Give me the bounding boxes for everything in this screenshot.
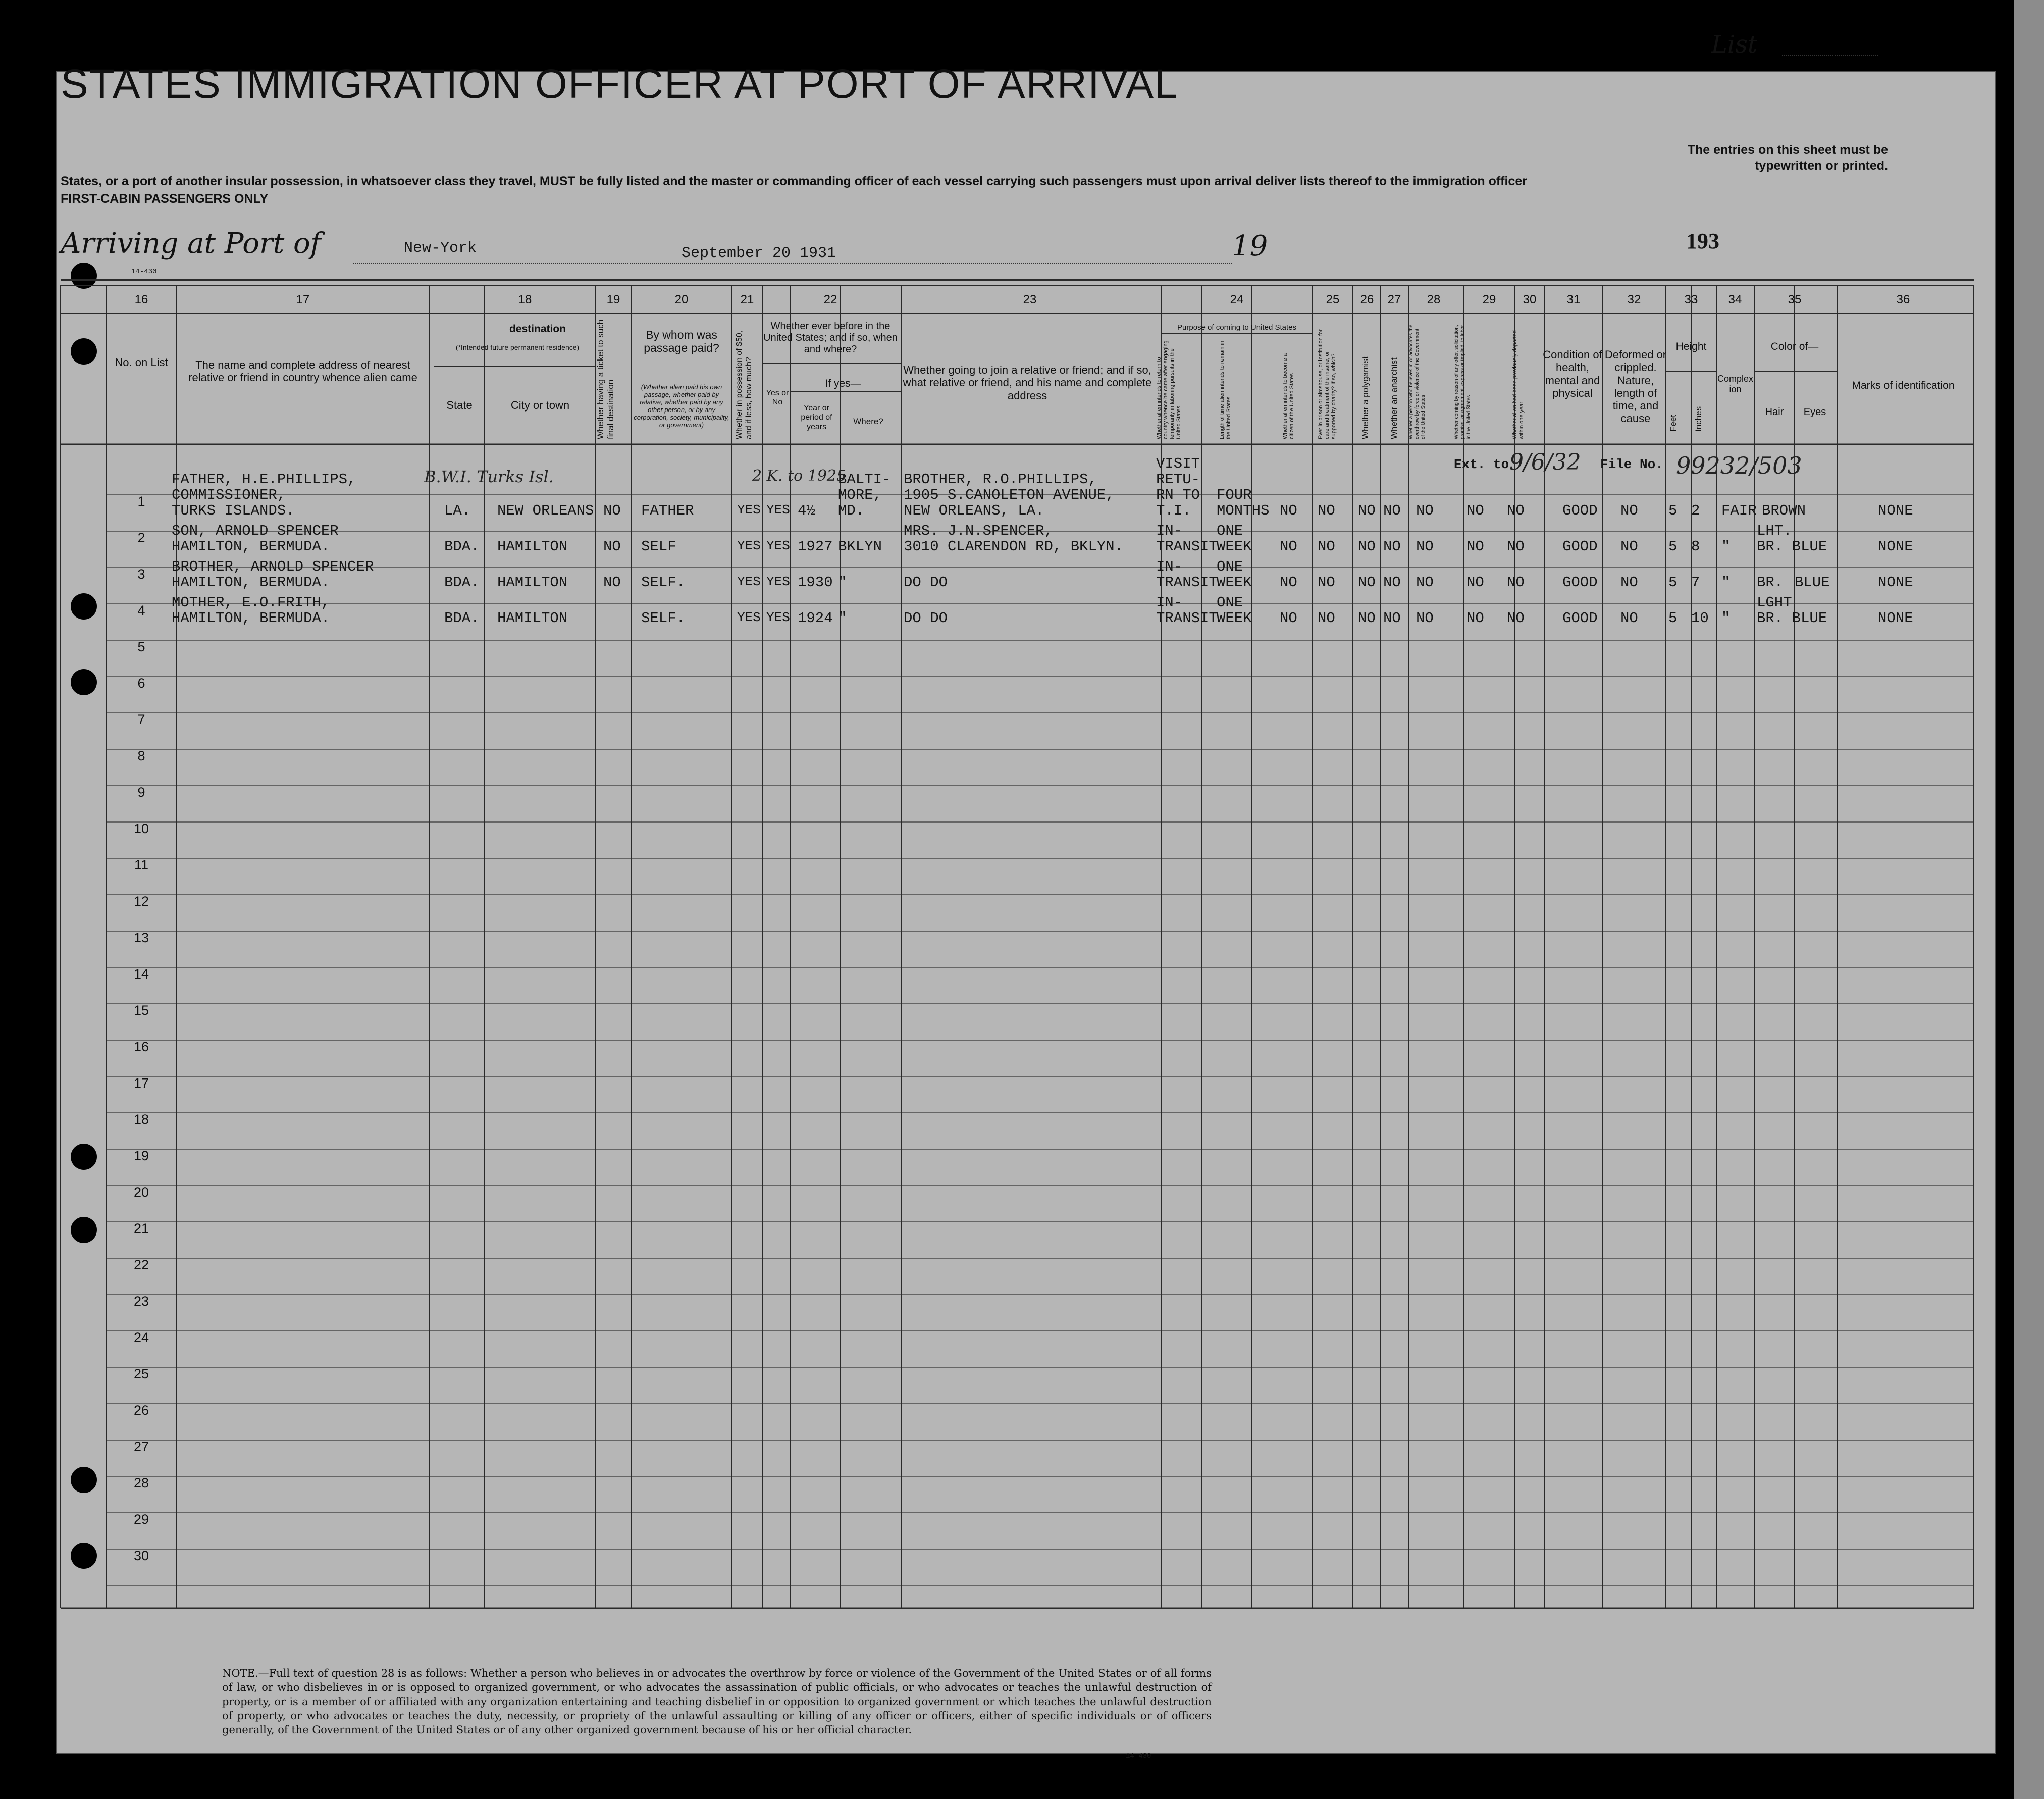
polygamist-value: NO <box>1358 538 1376 555</box>
relative-address: HAMILTON, BERMUDA. <box>172 538 330 555</box>
row-number: 8 <box>137 748 145 763</box>
dest-city: HAMILTON <box>497 574 568 591</box>
citizen-value: NO <box>1280 538 1297 555</box>
port-value: New-York <box>404 240 477 257</box>
deformed-value: NO <box>1620 538 1638 555</box>
form-title: STATES IMMIGRATION OFFICER AT PORT OF ARRIVAL <box>61 61 1179 107</box>
row-number: 25 <box>133 1366 149 1381</box>
row-number: 6 <box>137 676 145 691</box>
dest-city: HAMILTON <box>497 538 568 555</box>
date-value: September 20 1931 <box>682 245 836 262</box>
typewritten-notice: The entries on this sheet must be typewritten or printed. <box>1687 143 1888 173</box>
column-number: 35 <box>1788 293 1802 306</box>
row-number: 18 <box>133 1112 149 1127</box>
row-number: 20 <box>133 1185 149 1200</box>
header-destination: destination <box>509 323 566 335</box>
header-destination-note: (*Intended future permanent residence) <box>455 343 580 351</box>
overthrow-value: NO <box>1416 610 1434 627</box>
feet-value: 5 <box>1668 574 1678 591</box>
hair-value: BR. <box>1757 574 1784 591</box>
citizen-value: NO <box>1280 574 1297 591</box>
deported-value: NO <box>1507 574 1525 591</box>
prison-value: NO <box>1318 538 1335 555</box>
purpose-value: IN- <box>1156 594 1183 611</box>
money-value: YES <box>737 502 761 518</box>
row-number: 27 <box>133 1439 149 1454</box>
anarchist-value: NO <box>1383 610 1401 627</box>
citizen-value: NO <box>1280 610 1297 627</box>
row-number: 4 <box>137 603 145 618</box>
row-number: 1 <box>137 494 145 509</box>
inches-value: 8 <box>1691 538 1700 555</box>
paid-by-value: SELF. <box>641 610 686 627</box>
header-feet: Feet <box>1668 414 1678 432</box>
header-complexion: Complexion <box>1717 374 1754 394</box>
header-deported: Whether alien had been previously deported within one year <box>1512 330 1525 439</box>
purpose-value: VISIT <box>1156 455 1200 472</box>
paid-by-value: SELF. <box>641 574 686 591</box>
header-city: City or town <box>510 399 570 412</box>
row-number: 12 <box>133 894 149 909</box>
column-number: 22 <box>823 293 837 306</box>
row-number: 9 <box>137 785 145 800</box>
header-hair: Hair <box>1765 406 1784 418</box>
overthrow-value: NO <box>1416 502 1434 519</box>
length-value: WEEK <box>1217 574 1252 591</box>
purpose-value: TRANSIT <box>1156 610 1218 627</box>
header-before: Whether ever before in the United States; and if so, when and where? <box>763 321 898 355</box>
row-number: 10 <box>133 821 149 836</box>
ticket-value: NO <box>603 502 621 519</box>
header-join: Whether going to join a relative or friend; and if so, what relative or friend, and his name and complete address <box>903 364 1152 402</box>
header-ticket: Whether having a ticket to such final destination <box>596 319 615 439</box>
ticket-value: NO <box>603 574 621 591</box>
header-marks: Marks of identification <box>1852 380 1955 391</box>
where-value: BALTI- <box>838 471 891 488</box>
row-number: 21 <box>133 1221 149 1236</box>
purpose-value: RN TO <box>1156 487 1200 503</box>
anarchist-value: NO <box>1383 574 1401 591</box>
complexion-value: " <box>1721 538 1731 555</box>
relative-address: MOTHER, E.O.FRITH, <box>172 594 330 611</box>
join-value: DO DO <box>904 574 948 591</box>
header-inches: Inches <box>1694 406 1703 432</box>
purpose-value: IN- <box>1156 523 1183 539</box>
row-number: 5 <box>137 639 145 654</box>
join-value: DO DO <box>904 610 948 627</box>
deported-value: NO <box>1507 502 1525 519</box>
hair-eyes-value: BR. BLUE <box>1757 538 1827 555</box>
header-money: Whether in possession of $50, and if less, how much? <box>735 330 753 439</box>
column-number: 17 <box>296 293 310 306</box>
purpose-value: T.I. <box>1156 502 1191 519</box>
list-label: List <box>1711 30 1758 59</box>
complexion-value: " <box>1721 574 1731 591</box>
footnote-question-28 <box>222 1666 1212 1737</box>
row-number: 11 <box>134 857 149 872</box>
row-number: 3 <box>137 567 145 582</box>
length-value: FOUR <box>1217 487 1252 503</box>
offer-value: NO <box>1466 574 1484 591</box>
column-number: 21 <box>740 293 754 306</box>
header-purpose-return: Whether alien intends to return to country whence he came after engaging temporarily in laboring pursuits in the United States <box>1156 340 1182 439</box>
health-value: GOOD <box>1562 502 1598 519</box>
deformed-value: NO <box>1620 610 1638 627</box>
relative-address: BROTHER, ARNOLD SPENCER <box>172 558 374 575</box>
instruction-line: States, or a port of another insular possession, in whatsoever class they travel, MUST be fully listed and the master or commanding officer of each vessel carrying such passengers must upon arrival deliver lists thereof to the immigration officer <box>61 174 1527 188</box>
marks-value: NONE <box>1878 574 1913 591</box>
column-number: 27 <box>1387 293 1401 306</box>
column-number: 33 <box>1684 293 1698 306</box>
dest-city: NEW ORLEANS <box>497 502 594 519</box>
ticket-value: NO <box>603 538 621 555</box>
length-value: ONE <box>1217 594 1243 611</box>
footnote-text: NOTE.—Full text of question 28 is as follows: Whether a person who believes in or advocates the overthrow by force or violence of the Government of the United States or of all forms of law, or who disbelieves in or is opposed to organized government, or who advocates the assassination of public officials, or who advocates or teaches the unlawful destruction of property, or is a member of or affiliated with any organization entertaining and teaching disbelief in or opposition to organized government or which teaches the unlawful destruction of property, or who advocates or teaches the duty, necessity, or propriety of the unlawful assaulting or killing of any officer or officers, either of specific individuals or of officers generally, of the Government of the United States or of any other organized government because of his or her official character. <box>222 1667 1212 1736</box>
years-value: 1927 <box>798 538 833 555</box>
inches-value: 10 <box>1691 610 1709 627</box>
purpose-value: IN- <box>1156 558 1183 575</box>
header-relative: The name and complete address of nearest relative or friend in country whence alien came <box>188 358 417 384</box>
header-offer: Whether coming by reason of any offer, solicitation, promise, or agreement, express or implied, to labor in the United States <box>1454 325 1472 439</box>
file-number: 99232/503 <box>1676 452 1802 479</box>
deformed-value: NO <box>1620 574 1638 591</box>
where-value: " <box>838 610 847 627</box>
length-value: ONE <box>1217 523 1243 539</box>
year-printed: 193 <box>1686 229 1719 253</box>
join-value: BROTHER, R.O.PHILLIPS, <box>904 471 1097 488</box>
money-value: YES <box>737 574 761 589</box>
inches-value: 7 <box>1691 574 1700 591</box>
marks-value: NONE <box>1878 538 1913 555</box>
row-number: 14 <box>133 966 149 982</box>
complexion-value: " <box>1721 610 1731 627</box>
marks-value: NONE <box>1878 610 1913 627</box>
citizen-value: NO <box>1280 502 1297 519</box>
dest-state: BDA. <box>444 538 480 555</box>
row-number: 28 <box>133 1475 149 1490</box>
file-label: File No. <box>1600 457 1663 472</box>
hair-value: LHT. <box>1757 523 1792 539</box>
header-anarchist: Whether an anarchist <box>1389 357 1399 439</box>
where-value: MD. <box>838 502 865 519</box>
prison-value: NO <box>1318 610 1335 627</box>
feet-value: 5 <box>1668 502 1678 519</box>
before-value: YES <box>766 538 790 553</box>
join-value: MRS. J.N.SPENCER, <box>904 523 1053 539</box>
inches-value: 2 <box>1691 502 1700 519</box>
ext-date: 9/6/32 <box>1509 449 1581 475</box>
row-number: 19 <box>133 1148 149 1163</box>
header-purpose: Purpose of coming to United States <box>1177 323 1296 332</box>
row-number: 26 <box>133 1403 149 1418</box>
length-value: WEEK <box>1217 538 1252 555</box>
header-height: Height <box>1675 341 1707 352</box>
prison-value: NO <box>1318 502 1335 519</box>
overthrow-value: NO <box>1416 574 1434 591</box>
purpose-value: TRANSIT <box>1156 574 1218 591</box>
row-number: 16 <box>133 1039 149 1054</box>
row-number: 30 <box>133 1548 149 1563</box>
handwritten-origin: B.W.I. Turks Isl. <box>424 467 554 486</box>
join-value: 3010 CLARENDON RD, BKLYN. <box>904 538 1124 555</box>
paid-by-value: FATHER <box>641 502 694 519</box>
offer-value: NO <box>1466 610 1484 627</box>
polygamist-value: NO <box>1358 574 1376 591</box>
header-paid-by-note: (Whether alien paid his own passage, whether paid by relative, whether paid by any other person, or by any corporation, society, municipality, or government) <box>634 383 729 429</box>
years-value: 1930 <box>798 574 833 591</box>
relative-address: HAMILTON, BERMUDA. <box>172 574 330 591</box>
polygamist-value: NO <box>1358 610 1376 627</box>
relative-address: COMMISSIONER, <box>172 487 286 503</box>
where-value: MORE, <box>838 487 882 503</box>
row-number: 15 <box>133 1003 149 1018</box>
row-number: 29 <box>133 1512 149 1527</box>
column-number: 36 <box>1896 293 1910 306</box>
join-value: 1905 S.CANOLETON AVENUE, <box>904 487 1115 503</box>
money-value: YES <box>737 610 761 625</box>
column-number: 18 <box>518 293 532 306</box>
length-value: MONTHS <box>1217 502 1270 519</box>
column-number: 29 <box>1482 293 1496 306</box>
dest-state: BDA. <box>444 610 480 627</box>
complexion-value: FAIR <box>1721 502 1757 519</box>
column-number: 34 <box>1728 293 1742 306</box>
hair-value: BROWN <box>1762 502 1806 519</box>
form-number: 14-430 <box>131 268 157 276</box>
offer-value: NO <box>1466 538 1484 555</box>
header-where: Where? <box>853 417 883 426</box>
deported-value: NO <box>1507 538 1525 555</box>
years-value: 4½ <box>798 502 815 519</box>
hair-value: LGHT <box>1757 594 1792 611</box>
row-number: 13 <box>133 930 149 945</box>
hair-eyes-value: BR. BLUE <box>1757 610 1827 627</box>
header-paid-by: By whom was passage paid? <box>644 328 719 355</box>
row-number: 17 <box>133 1075 149 1091</box>
relative-address: SON, ARNOLD SPENCER <box>172 523 339 539</box>
year-prefix: 19 <box>1232 230 1268 263</box>
arriving-label: Arriving at Port of <box>61 227 321 260</box>
header-polygamist: Whether a polygamist <box>1360 356 1370 439</box>
anarchist-value: NO <box>1383 538 1401 555</box>
first-cabin-label: FIRST-CABIN PASSENGERS ONLY <box>61 192 269 206</box>
header-yes-no: Yes or No <box>766 389 789 407</box>
row-number: 7 <box>137 712 145 727</box>
column-number: 31 <box>1566 293 1581 306</box>
column-number: 28 <box>1427 293 1441 306</box>
header-state: State <box>446 399 473 412</box>
column-number: 25 <box>1326 293 1340 306</box>
header-health: Condition of health, mental and physical <box>1543 348 1602 399</box>
health-value: GOOD <box>1562 538 1598 555</box>
column-number: 16 <box>134 293 148 306</box>
length-value: WEEK <box>1217 610 1252 627</box>
relative-address: HAMILTON, BERMUDA. <box>172 610 330 627</box>
handwritten-money: 2 K. to 1925 <box>752 467 847 485</box>
deported-value: NO <box>1507 610 1525 627</box>
years-value: 1924 <box>798 610 833 627</box>
relative-address: FATHER, H.E.PHILLIPS, <box>172 471 356 488</box>
column-number: 26 <box>1360 293 1374 306</box>
footnote-form-number: 14—430 <box>1126 1752 1151 1760</box>
header-no-on-list: No. on List <box>115 356 168 369</box>
header-length-stay: Length of time alien intends to remain in the United States <box>1219 340 1232 439</box>
dest-state: BDA. <box>444 574 480 591</box>
column-number: 20 <box>674 293 689 306</box>
where-value: BKLYN <box>838 538 882 555</box>
row-number: 2 <box>137 530 145 545</box>
row-number: 24 <box>133 1330 149 1345</box>
prison-value: NO <box>1318 574 1335 591</box>
marks-value: NONE <box>1878 502 1913 519</box>
length-value: ONE <box>1217 558 1243 575</box>
dest-state: LA. <box>444 502 471 519</box>
header-eyes: Eyes <box>1803 406 1826 418</box>
anarchist-value: NO <box>1383 502 1401 519</box>
feet-value: 5 <box>1668 610 1678 627</box>
header-overthrow: Whether a person who believes in or advocates the overthrow by force or violence of the Government of the United States <box>1408 324 1426 439</box>
paid-by-value: SELF <box>641 538 676 555</box>
eyes-value: BLUE <box>1795 574 1830 591</box>
header-prison: Ever in prison or almshouse, or institution for care and treatment of the insane, or supported by charity? If so, which? <box>1318 329 1337 439</box>
column-number: 19 <box>606 293 620 306</box>
polygamist-value: NO <box>1358 502 1376 519</box>
list-number: 4 <box>1797 34 1807 52</box>
deformed-value: NO <box>1620 502 1638 519</box>
header-color: Color of— <box>1770 341 1819 352</box>
dest-city: HAMILTON <box>497 610 568 627</box>
money-value: YES <box>737 538 761 553</box>
column-number: 30 <box>1523 293 1537 306</box>
header-citizen: Whether alien intends to become a citizen of the United States <box>1282 353 1295 439</box>
health-value: GOOD <box>1562 574 1598 591</box>
before-value: YES <box>766 502 790 518</box>
row-number: 22 <box>133 1257 149 1272</box>
relative-address: TURKS ISLANDS. <box>172 502 295 519</box>
overthrow-value: NO <box>1416 538 1434 555</box>
before-value: YES <box>766 610 790 625</box>
row-number: 23 <box>133 1294 149 1309</box>
offer-value: NO <box>1466 502 1484 519</box>
header-if-yes: If yes— <box>825 378 861 389</box>
header-year: Year or period of years <box>801 404 832 431</box>
purpose-value: RETU- <box>1156 471 1200 488</box>
column-number: 24 <box>1230 293 1244 306</box>
join-value: NEW ORLEANS, LA. <box>904 502 1044 519</box>
health-value: GOOD <box>1562 610 1598 627</box>
where-value: " <box>838 574 847 591</box>
column-number: 23 <box>1023 293 1037 306</box>
purpose-value: TRANSIT <box>1156 538 1218 555</box>
column-number: 32 <box>1627 293 1641 306</box>
ext-label: Ext. to <box>1454 457 1509 472</box>
feet-value: 5 <box>1668 538 1678 555</box>
before-value: YES <box>766 574 790 589</box>
header-deformed: Deformed or crippled. Nature, length of time, and cause <box>1604 348 1667 425</box>
